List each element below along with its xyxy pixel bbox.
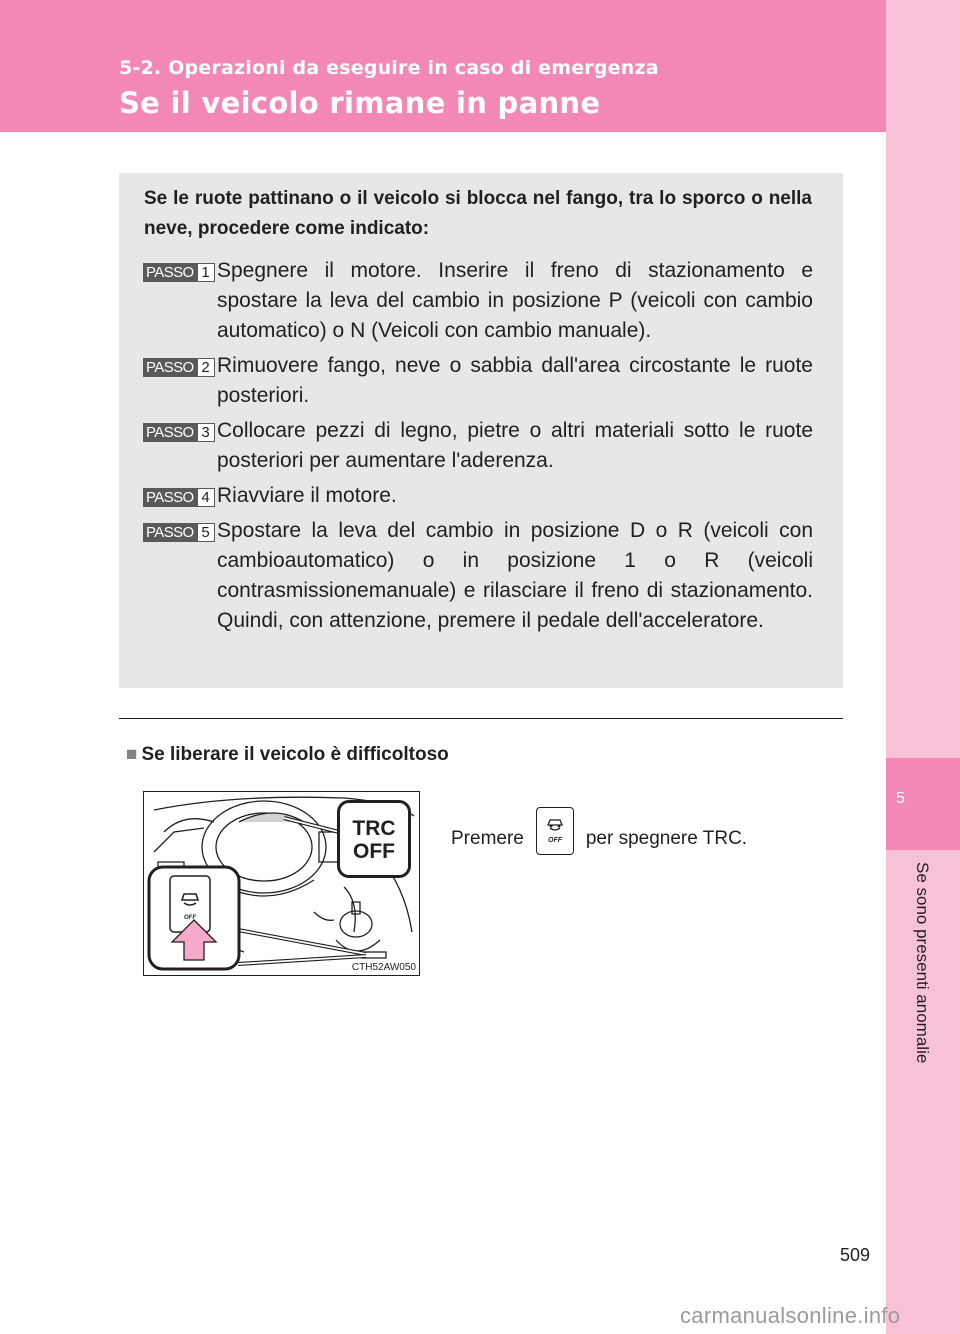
trc-instruction <box>451 815 747 863</box>
step-badge <box>143 423 215 442</box>
page-title: Se il veicolo rimane in panne <box>119 86 601 120</box>
trc-off-line1: TRC <box>352 817 396 840</box>
step-badge <box>143 358 215 377</box>
step-badge-word: PASSO <box>143 263 197 282</box>
page-number: 509 <box>840 1245 871 1265</box>
step-badge <box>143 488 215 507</box>
trc-off-line2: OFF <box>353 840 395 863</box>
step-badge-word: PASSO <box>143 358 197 377</box>
step-badge <box>143 523 215 542</box>
procedure-intro: Se le ruote pattinano o il veicolo si blocca nel fango, tra lo sporco o nella neve, procedere come indicato: <box>144 188 812 239</box>
step-item <box>143 516 813 636</box>
step-text: Collocare pezzi di legno, pietre o altri materiali sotto le ruote posteriori per aumentare l'aderenza. <box>217 419 813 472</box>
step-badge-word: PASSO <box>143 423 197 442</box>
button-icon-off-text: OFF <box>547 837 562 844</box>
step-text: Rimuovere fango, neve o sabbia dall'area circostante le ruote posteriori. <box>217 354 813 407</box>
step-text: Spegnere il motore. Inserire il freno di stazionamento e spostare la leva del cambio in posizione P (veicoli con cambio automatico) o N (Veicoli con cambio manuale). <box>217 259 813 342</box>
step-badge-number: 4 <box>197 488 215 507</box>
chapter-title: Se sono presenti anomalie <box>913 862 932 1064</box>
subsection-heading-text: Se liberare il veicolo è difficoltoso <box>141 744 449 765</box>
step-item <box>143 351 813 411</box>
step-item <box>143 481 813 511</box>
chapter-number: 5 <box>896 790 905 807</box>
step-badge-word: PASSO <box>143 523 197 542</box>
side-thumb-strip <box>886 0 960 1334</box>
step-badge-number: 3 <box>197 423 215 442</box>
subsection-heading <box>126 744 449 766</box>
step-badge-word: PASSO <box>143 488 197 507</box>
step-text: Spostare la leva del cambio in posizione D o R (veicoli con cambioautomatico) o in posizione 1 o R (veicoli contrasmissionemanuale) e rilasciare il freno di stazionamento. Quindi, con attenzione, premere il pedale dell'acceleratore. <box>217 519 813 632</box>
figure-button-off-text: OFF <box>184 915 196 921</box>
figure-code: CTH52AW050 <box>351 962 416 973</box>
step-badge <box>143 263 215 282</box>
step-badge-number: 1 <box>197 263 215 282</box>
instruction-after: per spegnere TRC. <box>585 828 748 849</box>
step-badge-number: 2 <box>197 358 215 377</box>
step-text: Riavviare il motore. <box>217 484 397 507</box>
step-badge-number: 5 <box>197 523 215 542</box>
step-item <box>143 256 813 346</box>
instruction-before: Premere <box>451 828 524 849</box>
watermark: carmanualsonline.info <box>680 1303 901 1328</box>
bullet-square-icon: ■ <box>126 744 138 765</box>
trc-off-button-icon <box>536 807 574 855</box>
step-item <box>143 416 813 476</box>
section-divider <box>119 718 843 719</box>
trc-off-callout <box>337 800 411 878</box>
section-label: 5-2. Operazioni da eseguire in caso di emergenza <box>119 57 659 79</box>
